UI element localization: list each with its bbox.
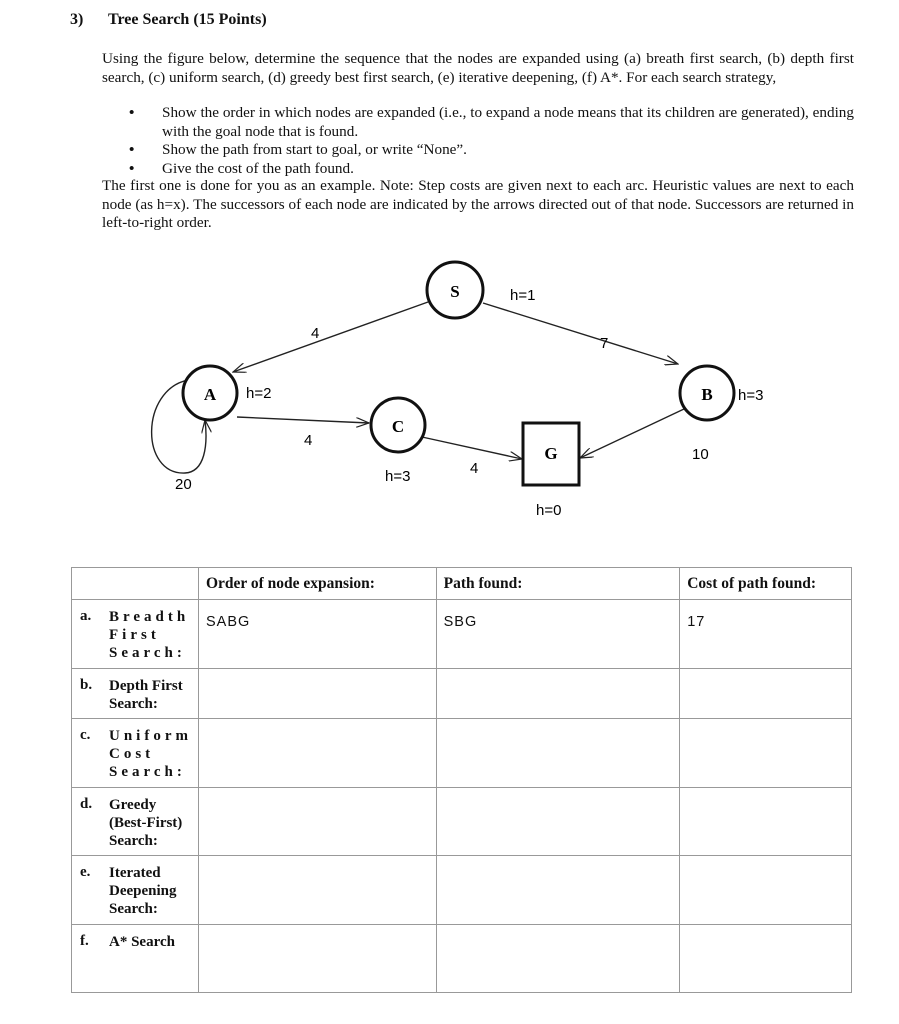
cost-cell[interactable] (680, 669, 852, 719)
node-b (680, 366, 734, 420)
edge-c-g (422, 437, 522, 459)
order-cell[interactable] (198, 719, 436, 788)
order-cell[interactable]: SABG (198, 600, 436, 669)
row-label-cell: f. A* Search (72, 925, 199, 993)
row-label-cell: b. Depth First Search: (72, 669, 199, 719)
table-header-row (72, 568, 852, 600)
cost-a-c: 4 (304, 432, 313, 449)
question-intro: Using the figure below, determine the sequence that the nodes are expanded using (a) breath first search, (b) depth first search, (c) uniform search, (d) greedy best first search, (e) iterative deepening, (f) A*. For each search strategy, (102, 50, 854, 86)
edge-a-c (237, 417, 369, 423)
cost-a-self: 20 (175, 476, 192, 493)
question-number: 3) (70, 11, 84, 28)
node-g (523, 423, 579, 485)
table-row (72, 925, 852, 993)
edge-s-b (483, 303, 678, 364)
path-cell[interactable]: SBG (436, 600, 680, 669)
path-cell[interactable] (436, 719, 680, 788)
node-c (371, 398, 425, 452)
node-s (427, 262, 483, 318)
order-cell[interactable] (198, 788, 436, 856)
cost-cell[interactable] (680, 788, 852, 856)
path-cell[interactable] (436, 925, 680, 993)
instruction-item: • Give the cost of the path found. (129, 159, 354, 177)
row-label-cell: e. Iterated Deepening Search: (72, 856, 199, 925)
node-a-label: A (203, 385, 217, 404)
table-row (72, 856, 852, 925)
instruction-list (102, 104, 854, 178)
cost-s-a: 4 (311, 325, 320, 342)
node-c-label: C (391, 417, 405, 436)
order-cell[interactable] (198, 669, 436, 719)
row-label-cell: d. Greedy (Best-First) Search: (72, 788, 199, 856)
bullet-icon: • (129, 141, 135, 158)
order-cell[interactable] (198, 856, 436, 925)
heuristic-s: h=1 (510, 287, 536, 304)
heuristic-g: h=0 (536, 502, 562, 519)
search-graph (0, 240, 899, 540)
instruction-item: • Show the path from start to goal, or write “None”. (129, 141, 467, 158)
question-title: Tree Search (15 Points) (108, 11, 267, 28)
table-row (72, 719, 852, 788)
path-cell[interactable] (436, 788, 680, 856)
row-label-cell: c. Uniform Cost Search: (72, 719, 199, 788)
bullet-icon: • (129, 104, 135, 121)
cost-c-g: 4 (470, 460, 479, 477)
heuristic-a: h=2 (246, 385, 272, 402)
header-cell: Cost of path found: (680, 568, 852, 600)
heuristic-c: h=3 (385, 468, 411, 485)
row-label-cell: a. Breadth First Search: (72, 600, 199, 669)
edge-s-a (233, 302, 428, 372)
cost-cell[interactable] (680, 856, 852, 925)
table-row (72, 669, 852, 719)
node-g-label: G (544, 444, 558, 463)
header-cell: Path found: (436, 568, 680, 600)
heuristic-b: h=3 (738, 387, 764, 404)
path-cell[interactable] (436, 669, 680, 719)
instruction-item: • Show the order in which nodes are expanded (i.e., to expand a node means that its children are generated), ending with the goal node that is found. (129, 104, 854, 140)
table-row (72, 600, 852, 669)
header-cell: Order of node expansion: (198, 568, 436, 600)
node-a (183, 366, 237, 420)
node-b-label: B (701, 385, 713, 404)
header-cell (72, 568, 199, 600)
question-heading (70, 11, 267, 29)
bullet-icon: • (129, 159, 135, 177)
cost-s-b: 7 (600, 335, 609, 352)
instruction-note: The first one is done for you as an example. Note: Step costs are given next to each arc. Heuristic values are next to each node (as h=x). The successors of each node are indicated by the arrows directed out of that node. Successors are returned in left-to-right order. (102, 177, 854, 231)
cost-b-g: 10 (692, 446, 709, 463)
answer-table (71, 567, 852, 993)
cost-cell[interactable]: 17 (680, 600, 852, 669)
edge-b-g (580, 409, 684, 458)
cost-cell[interactable] (680, 719, 852, 788)
cost-cell[interactable] (680, 925, 852, 993)
order-cell[interactable] (198, 925, 436, 993)
path-cell[interactable] (436, 856, 680, 925)
node-s-label: S (450, 282, 460, 301)
table-row (72, 788, 852, 856)
